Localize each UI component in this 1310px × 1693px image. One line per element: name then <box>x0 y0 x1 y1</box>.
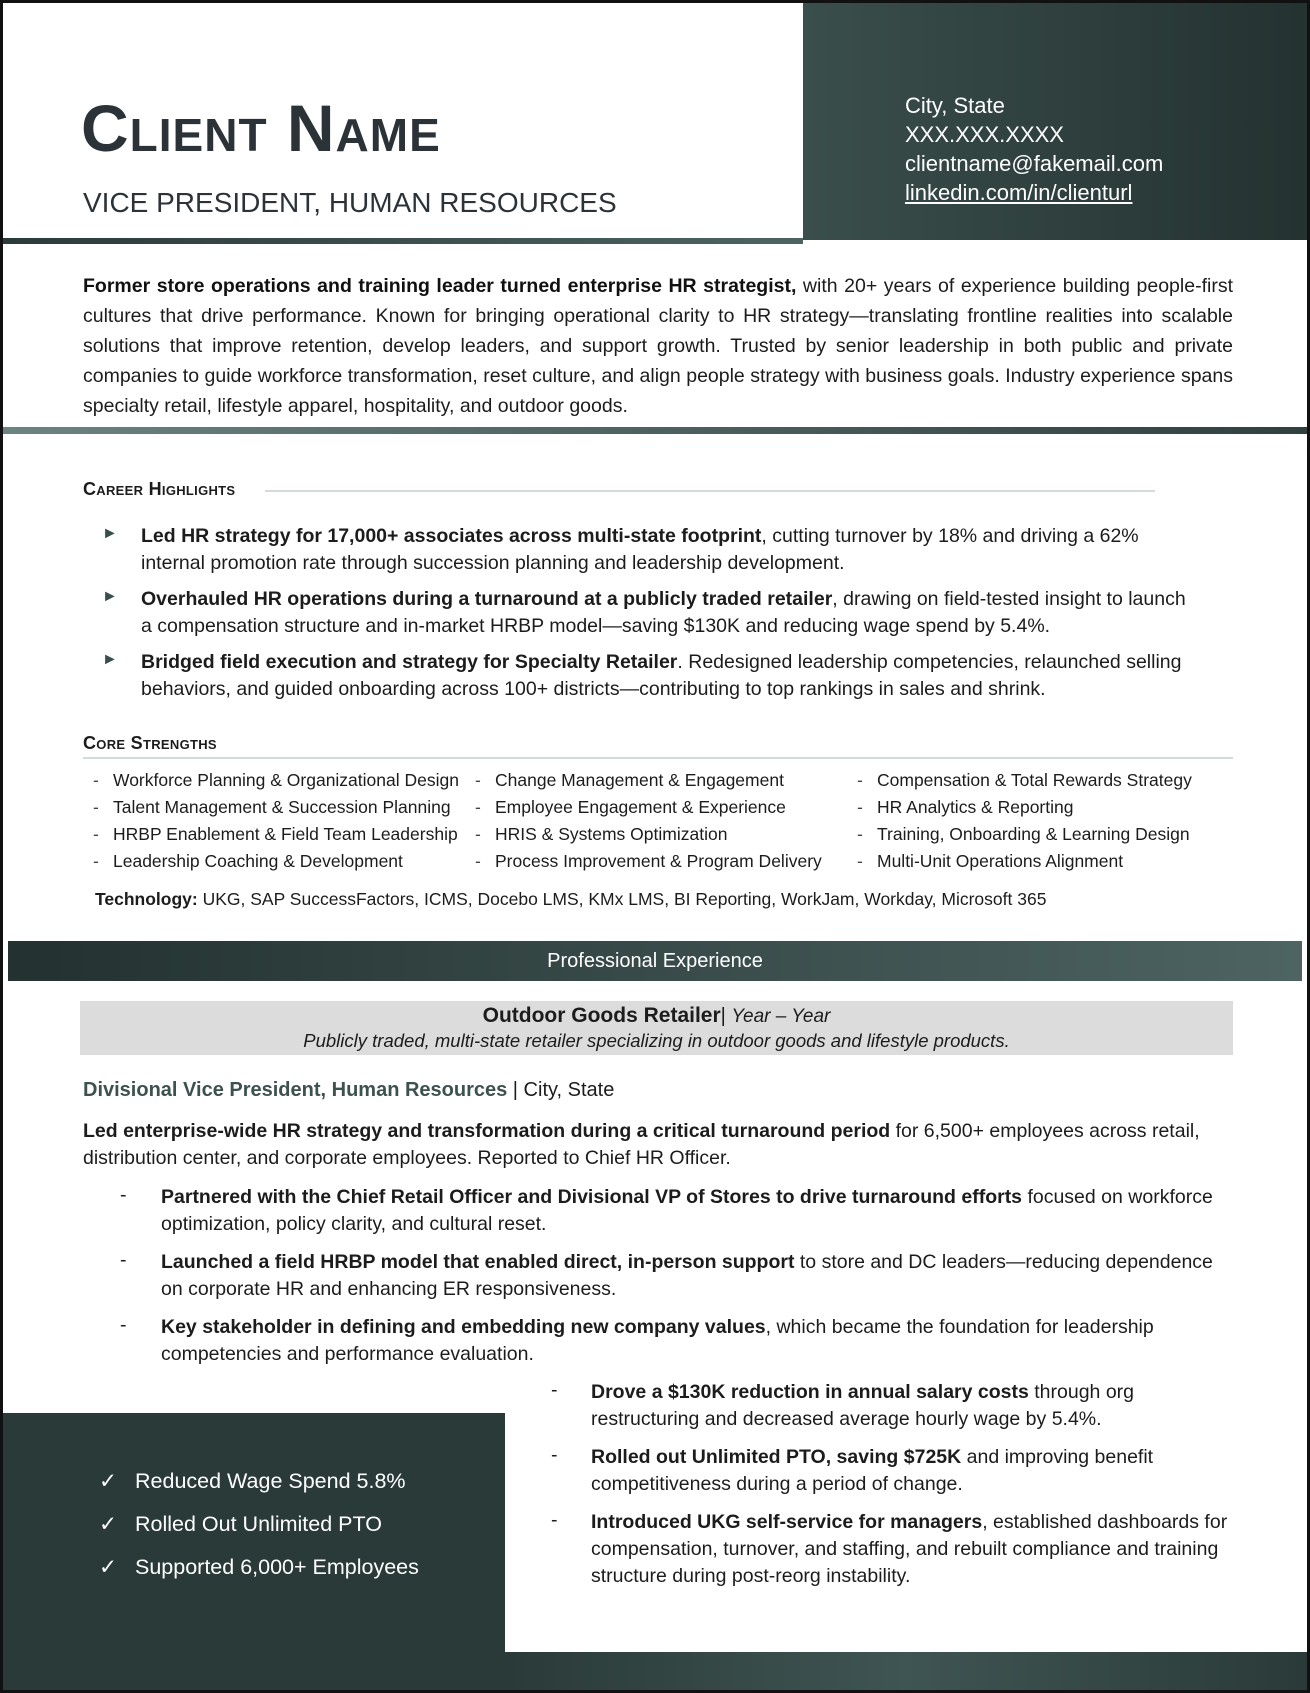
technology-line <box>95 889 1046 910</box>
achievement-item: ✓ Rolled Out Unlimited PTO <box>99 1512 382 1536</box>
strength-item: - HR Analytics & Reporting <box>857 797 1074 817</box>
strength-item: - Change Management & Engagement <box>475 770 784 790</box>
technology-label: Technology: <box>95 889 198 909</box>
strength-item: - Employee Engagement & Experience <box>475 797 786 817</box>
company-description: Publicly traded, multi-state retailer specializing in outdoor goods and lifestyle products. <box>303 1030 1010 1051</box>
checkmark-icon: ✓ <box>99 1512 118 1536</box>
checkmark-icon: ✓ <box>99 1555 118 1579</box>
highlight-text: Bridged field execution and strategy for Specialty Retailer. Redesigned leadership competencies, relaunched selling behaviors, and guided onboarding across 100+ districts—contributing to top rankings in sales and shrink. <box>141 651 1182 700</box>
contact-panel <box>803 3 1307 240</box>
company-years: Year – Year <box>731 1006 831 1027</box>
strength-item: - Compensation & Total Rewards Strategy <box>857 770 1192 790</box>
header-name-block <box>3 3 803 238</box>
checkmark-icon: ✓ <box>99 1469 118 1493</box>
client-title: VICE PRESIDENT, HUMAN RESOURCES <box>83 187 617 218</box>
professional-experience-banner: Professional Experience <box>8 941 1302 981</box>
contact-linkedin-link[interactable]: linkedin.com/in/clienturl <box>905 180 1133 205</box>
summary-divider <box>3 427 1307 434</box>
contact-location: City, State <box>905 93 1005 118</box>
arrow-bullet-icon: ► <box>102 525 118 542</box>
achievements-panel <box>3 1413 505 1690</box>
highlight-text: Led HR strategy for 17,000+ associates across multi-state footprint, cutting turnover by 18% and driving a 62% internal promotion rate through succession planning and leadership development. <box>141 525 1139 574</box>
strength-item: - Training, Onboarding & Learning Design <box>857 824 1190 844</box>
experience-bullet-text: Key stakeholder in defining and embedding new company values, which became the foundation for leadership competencies and performance evaluation. <box>161 1316 1154 1365</box>
core-strengths-heading: Core Strengths <box>83 733 217 753</box>
highlight-text: Overhauled HR operations during a turnaround at a publicly traded retailer, drawing on field-tested insight to launch a compensation structure and in-market HRBP model—saving $130K and reducing wage spend by 5.4%. <box>141 588 1186 637</box>
company-header: Outdoor Goods Retailer| Year – Year <box>482 1004 831 1027</box>
experience-bullet-text: Partnered with the Chief Retail Officer and Divisional VP of Stores to drive turnaround efforts focused on workforce optimization, policy clarity, and cultural reset. <box>161 1186 1213 1235</box>
achievement-item: ✓ Reduced Wage Spend 5.8% <box>99 1469 406 1493</box>
achievement-item: ✓ Supported 6,000+ Employees <box>99 1555 419 1579</box>
strength-item: - HRBP Enablement & Field Team Leadership <box>93 824 458 844</box>
experience-bullet-text: Rolled out Unlimited PTO, saving $725K and improving benefit competitiveness during a period of change. <box>591 1446 1154 1495</box>
role-location: | City, State <box>507 1079 615 1101</box>
resume-page: Client Name VICE PRESIDENT, HUMAN RESOURCES City, State XXX.XXX.XXXX clientname@fakemail.com linkedin.com/in/clienturl Former store operations and training leader turned enterprise HR strategist, with 20+ years of experience building people-first cultures that drive performance. Known for bringing operational clarity to HR strategy—translating frontline realities into scalable solutions that improve retention, develop leaders, and support growth. Trusted by senior leadership in both public and private companies to guide workforce transformation, reset culture, and align people strategy with business goals. Industry experience spans specialty retail, lifestyle apparel, hospitality, and outdoor goods. Career Highlights ► Led HR strategy for 17,000+ associates across multi-state footprint, cutting turnover by 18% and driving a 62% internal promotion rate through succession planning and leadership development. ► Overhauled HR operations during a turnaround at a publicly traded retailer, drawing on field-tested insight to launch a compensation structure and in-market HRBP model—saving $130K and reducing wage spend by 5.4%. ► Bridged field execution and strategy for Specialty Retailer. Redesigned leadership competencies, relaunched selling behaviors, and guided onboarding across 100+ districts—contributing to top rankings in sales and shrink. Core Strengths - Workforce Planning & Organizational Design - Talent Management & Succession Planning - HRBP Enablement & Field Team Leadership - Leadership Coaching & Development - Change Management & Engagement - Employee Engagement & Experience - HRIS & Systems Optimization - Process Improvement & Program Delivery - Compensation & Total Rewards Strategy - HR Analytics & Reporting - Training, Onboarding & Learning Design - Multi-Unit Operations Alignment Technology: UKG, SAP SuccessFactors, ICMS, Docebo LMS, KMx LMS, BI Reporting, WorkJam, Workday, Microsoft 365 Professional Experience Outdoor Goods Retailer| Year – Year Publicly traded, multi-state retailer specializing in outdoor goods and lifestyle products. Divisional Vice President, Human Resources | City, State Led enterprise-wide HR strategy and transformation during a critical turnaround period for 6,500+ employees across retail, distribution center, and corporate employees. Reported to Chief HR Officer. - Partnered with the Chief Retail Officer and Divisional VP of Stores to drive turnaround efforts focused on workforce optimization, policy clarity, and cultural reset. - Launched a field HRBP model that enabled direct, in-person support to store and DC leaders—reducing dependence on corporate HR and enhancing ER responsiveness. - Key stakeholder in defining and embedding new company values, which became the foundation for leadership competencies and performance evaluation. - Drove a $130K reduction in annual salary costs through org restructuring and decreased average hourly wage by 5.4%. - Rolled out Unlimited PTO, saving $725K and improving benefit competitiveness during a period of change. - Introduced UKG self-service for managers, established dashboards for compensation, turnover, and staffing, and rebuilt compliance and training structure during post-reorg instability. ✓ Reduced Wage Spend 5.8% ✓ Rolled Out Unlimited PTO ✓ Supported 6,000+ Employees <box>0 0 1310 1693</box>
strengths-column <box>475 767 822 875</box>
company-box <box>80 1001 1233 1055</box>
strength-item: - Multi-Unit Operations Alignment <box>857 851 1124 871</box>
career-highlights-heading: Career Highlights <box>83 479 236 499</box>
contact-email[interactable]: clientname@fakemail.com <box>905 151 1164 176</box>
experience-bullet-text: Drove a $130K reduction in annual salary costs through org restructuring and decreased average hourly wage by 5.4%. <box>591 1381 1134 1430</box>
contact-block <box>905 91 1163 207</box>
strength-item: - HRIS & Systems Optimization <box>475 824 728 844</box>
experience-bullet-text: Launched a field HRBP model that enabled direct, in-person support to store and DC leaders—reducing dependence on corporate HR and enhancing ER responsiveness. <box>161 1251 1213 1300</box>
experience-bullet-text: Introduced UKG self-service for managers, established dashboards for compensation, turnover, and staffing, and rebuilt compliance and training structure during post-reorg instability. <box>591 1511 1228 1587</box>
summary-paragraph <box>83 271 1233 421</box>
technology-list: UKG, SAP SuccessFactors, ICMS, Docebo LMS, KMx LMS, BI Reporting, WorkJam, Workday, Microsoft 365 <box>197 889 1047 909</box>
company-name: Outdoor Goods Retailer <box>482 1004 721 1027</box>
contact-phone: XXX.XXX.XXXX <box>905 122 1064 147</box>
strengths-column <box>93 767 459 875</box>
strength-item: - Talent Management & Succession Planning <box>93 797 451 817</box>
arrow-bullet-icon: ► <box>102 588 118 605</box>
summary-lead: Former store operations and training leader turned enterprise HR strategist, <box>83 275 797 297</box>
role-description: Led enterprise-wide HR strategy and transformation during a critical turnaround period for 6,500+ employees across retail, distribution center, and corporate employees. Reported to Chief HR Officer. <box>83 1120 1200 1169</box>
career-highlights-rule <box>265 490 1155 492</box>
client-name: Client Name <box>81 91 441 165</box>
role-title: Divisional Vice President, Human Resources <box>83 1079 508 1101</box>
strengths-column <box>857 767 1192 875</box>
strength-item: - Leadership Coaching & Development <box>93 851 403 871</box>
core-strengths-rule <box>83 757 1233 759</box>
arrow-bullet-icon: ► <box>102 651 118 668</box>
footer-bar <box>505 1652 1307 1690</box>
header-divider <box>3 238 803 244</box>
summary-body: with 20+ years of experience building people-first cultures that drive performance. Known for bringing operational clarity to HR strategy—translating frontline realities into scalable solutions that improve retention, develop leaders, and support growth. Trusted by senior leadership in both public and private companies to guide workforce transformation, reset culture, and align people strategy with business goals. Industry experience spans specialty retail, lifestyle apparel, hospitality, and outdoor goods. <box>83 275 1233 417</box>
strength-item: - Workforce Planning & Organizational Design <box>93 770 459 790</box>
role-line <box>83 1079 614 1102</box>
strength-item: - Process Improvement & Program Delivery <box>475 851 822 871</box>
